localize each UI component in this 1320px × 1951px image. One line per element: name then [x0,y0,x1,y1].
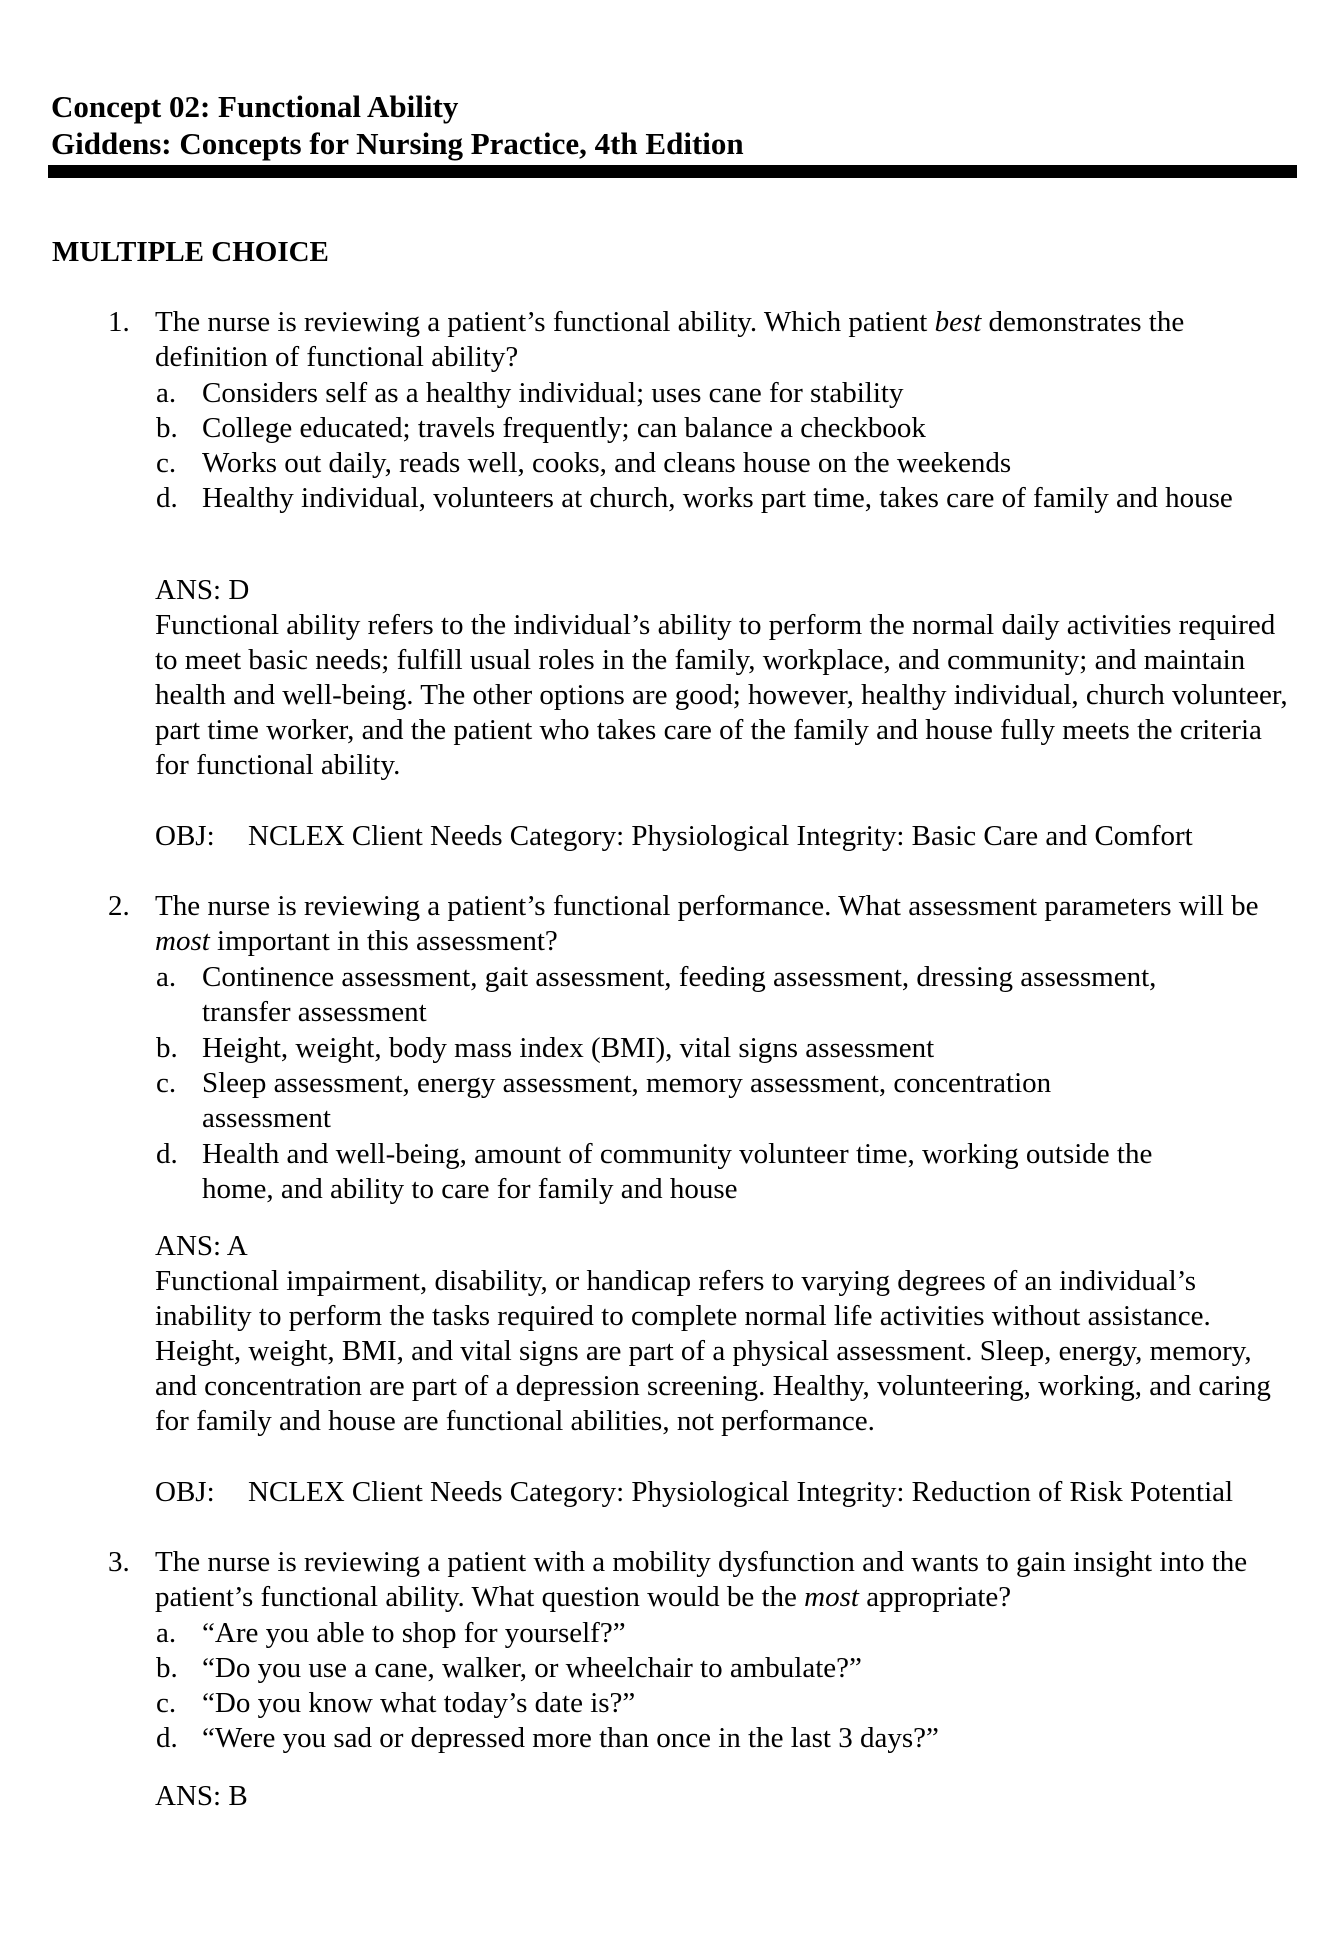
question-number: 2. [108,890,130,922]
title-rule [48,165,1297,178]
option-text: Considers self as a healthy individual; uses cane for stability [202,377,904,409]
option-letter: d. [156,1722,178,1754]
option-letter: c. [156,1687,177,1719]
option-letter: b. [156,1652,178,1684]
option-letter: c. [156,447,177,479]
rationale-1: Functional ability refers to the individual’s ability to perform the normal daily activities required to meet basic needs; fulfill usual roles in the family, workplace, and community; and maintain health and well-being. The other options are good; however, healthy individual, church volunteer, part time worker, and the patient who takes care of the family and house fully meets the criteria for functional ability. [155,609,1288,781]
option-text: “Do you know what today’s date is?” [202,1687,636,1719]
option-letter: c. [156,1067,177,1099]
question-number: 1. [108,306,130,338]
option-letter: a. [156,377,177,409]
option-text: Height, weight, body mass index (BMI), vital signs assessment [202,1032,935,1064]
answer-1: ANS: D [155,574,250,606]
question-stem: The nurse is reviewing a patient’s functional ability. Which patient best demonstrates the definition of functional ability? [155,306,1185,373]
document-header [51,88,1301,162]
option-letter: d. [156,482,178,514]
option-letter: a. [156,961,177,993]
option-text: Sleep assessment, energy assessment, memory assessment, concentration assessment [202,1067,1052,1134]
question-stem: The nurse is reviewing a patient with a mobility dysfunction and wants to gain insight into the patient’s functional ability. What question would be the most appropriate? [155,1546,1248,1613]
option-text: Healthy individual, volunteers at church, works part time, takes care of family and house [202,482,1233,514]
option-text: “Were you sad or depressed more than once in the last 3 days?” [202,1722,939,1754]
objective-1 [155,819,1193,854]
objective-label: OBJ: [155,1476,215,1508]
answer-2: ANS: A [155,1230,248,1262]
answer-3: ANS: B [155,1780,248,1812]
option-text: Works out daily, reads well, cooks, and cleans house on the weekends [202,447,1012,479]
question-stem: The nurse is reviewing a patient’s functional performance. What assessment parameters will be most important in this assessment? [155,890,1259,957]
objective-text: NCLEX Client Needs Category: Physiological Integrity: Reduction of Risk Potential [248,1476,1234,1508]
option-letter: d. [156,1138,178,1170]
objective-2 [155,1475,1233,1510]
option-letter: a. [156,1617,177,1649]
option-text: Health and well-being, amount of community volunteer time, working outside the home, and ability to care for family and house [202,1138,1153,1205]
book-title: Giddens: Concepts for Nursing Practice, 4th Edition [51,126,744,161]
option-letter: b. [156,412,178,444]
objective-text: NCLEX Client Needs Category: Physiological Integrity: Basic Care and Comfort [248,820,1193,852]
section-heading: MULTIPLE CHOICE [52,236,329,268]
option-text: Continence assessment, gait assessment, feeding assessment, dressing assessment, transfer assessment [202,961,1157,1028]
rationale-2: Functional impairment, disability, or handicap refers to varying degrees of an individual’s inability to perform the tasks required to complete normal life activities without assistance. Height, weight, BMI, and vital signs are part of a physical assessment. Sleep, energy, memory, and concentration are part of a depression screening. Healthy, volunteering, working, and caring for family and house are functional abilities, not performance. [155,1265,1271,1437]
concept-title: Concept 02: Functional Ability [51,89,459,124]
option-text: “Are you able to shop for yourself?” [202,1617,626,1649]
option-letter: b. [156,1032,178,1064]
option-text: “Do you use a cane, walker, or wheelchair to ambulate?” [202,1652,862,1684]
option-text: College educated; travels frequently; can balance a checkbook [202,412,926,444]
question-number: 3. [108,1546,130,1578]
objective-label: OBJ: [155,820,215,852]
